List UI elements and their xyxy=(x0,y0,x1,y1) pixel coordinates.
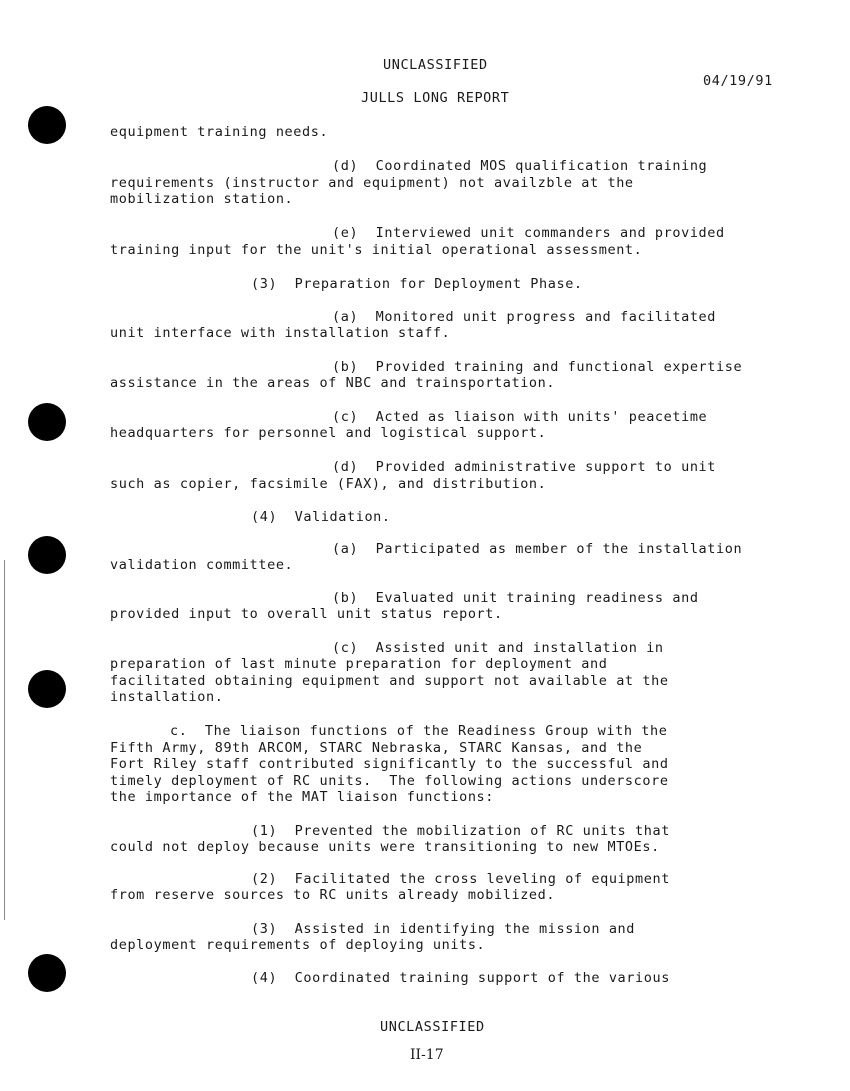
text-line: training input for the unit's initial operational assessment. xyxy=(110,242,643,258)
report-title: JULLS LONG REPORT xyxy=(361,90,510,106)
text-line: (3) Preparation for Deployment Phase. xyxy=(251,276,583,292)
text-line: (e) Interviewed unit commanders and provided xyxy=(332,225,725,241)
text-line: requirements (instructor and equipment) not availzble at the xyxy=(110,175,634,191)
binder-hole xyxy=(28,106,66,144)
text-line: (b) Evaluated unit training readiness and xyxy=(332,590,699,606)
text-line: could not deploy because units were transitioning to new MTOEs. xyxy=(110,839,660,855)
text-line: deployment requirements of deploying units. xyxy=(110,937,486,953)
text-line: (a) Participated as member of the installation xyxy=(332,541,743,557)
text-line: Fifth Army, 89th ARCOM, STARC Nebraska, STARC Kansas, and the xyxy=(110,740,643,756)
text-line: the importance of the MAT liaison functions: xyxy=(110,789,495,805)
header-classification: UNCLASSIFIED xyxy=(383,57,488,73)
text-line: from reserve sources to RC units already mobilized. xyxy=(110,887,556,903)
text-line: (d) Provided administrative support to unit xyxy=(332,459,717,475)
binder-hole xyxy=(28,954,66,992)
text-line: (4) Coordinated training support of the various xyxy=(251,970,670,986)
text-line: mobilization station. xyxy=(110,191,294,207)
text-line: unit interface with installation staff. xyxy=(110,325,451,341)
text-line: assistance in the areas of NBC and trainsportation. xyxy=(110,375,556,391)
text-line: preparation of last minute preparation for deployment and xyxy=(110,656,608,672)
binder-hole xyxy=(28,403,66,441)
text-line: c. The liaison functions of the Readiness Group with the xyxy=(170,723,668,739)
header-date: 04/19/91 xyxy=(703,73,773,89)
text-line: such as copier, facsimile (FAX), and distribution. xyxy=(110,476,547,492)
text-line: (4) Validation. xyxy=(251,509,391,525)
text-line: (2) Facilitated the cross leveling of equipment xyxy=(251,871,670,887)
text-line: timely deployment of RC units. The following actions underscore xyxy=(110,773,669,789)
text-line: (3) Assisted in identifying the mission and xyxy=(251,921,636,937)
text-line: headquarters for personnel and logistical support. xyxy=(110,425,547,441)
text-line: (c) Assisted unit and installation in xyxy=(332,640,664,656)
binder-hole xyxy=(28,670,66,708)
page-number: II-17 xyxy=(410,1047,444,1063)
text-line: (1) Prevented the mobilization of RC units that xyxy=(251,823,670,839)
text-line: Fort Riley staff contributed significantly to the successful and xyxy=(110,756,669,772)
text-line: equipment training needs. xyxy=(110,124,329,140)
text-line: facilitated obtaining equipment and support not available at the xyxy=(110,673,669,689)
margin-rule xyxy=(4,560,5,920)
footer-classification: UNCLASSIFIED xyxy=(380,1019,485,1035)
text-line: (d) Coordinated MOS qualification training xyxy=(332,158,708,174)
text-line: (a) Monitored unit progress and facilitated xyxy=(332,309,717,325)
binder-hole xyxy=(28,536,66,574)
text-line: validation committee. xyxy=(110,557,294,573)
text-line: provided input to overall unit status report. xyxy=(110,606,503,622)
text-line: (c) Acted as liaison with units' peacetime xyxy=(332,409,708,425)
text-line: installation. xyxy=(110,689,224,705)
text-line: (b) Provided training and functional expertise xyxy=(332,359,743,375)
